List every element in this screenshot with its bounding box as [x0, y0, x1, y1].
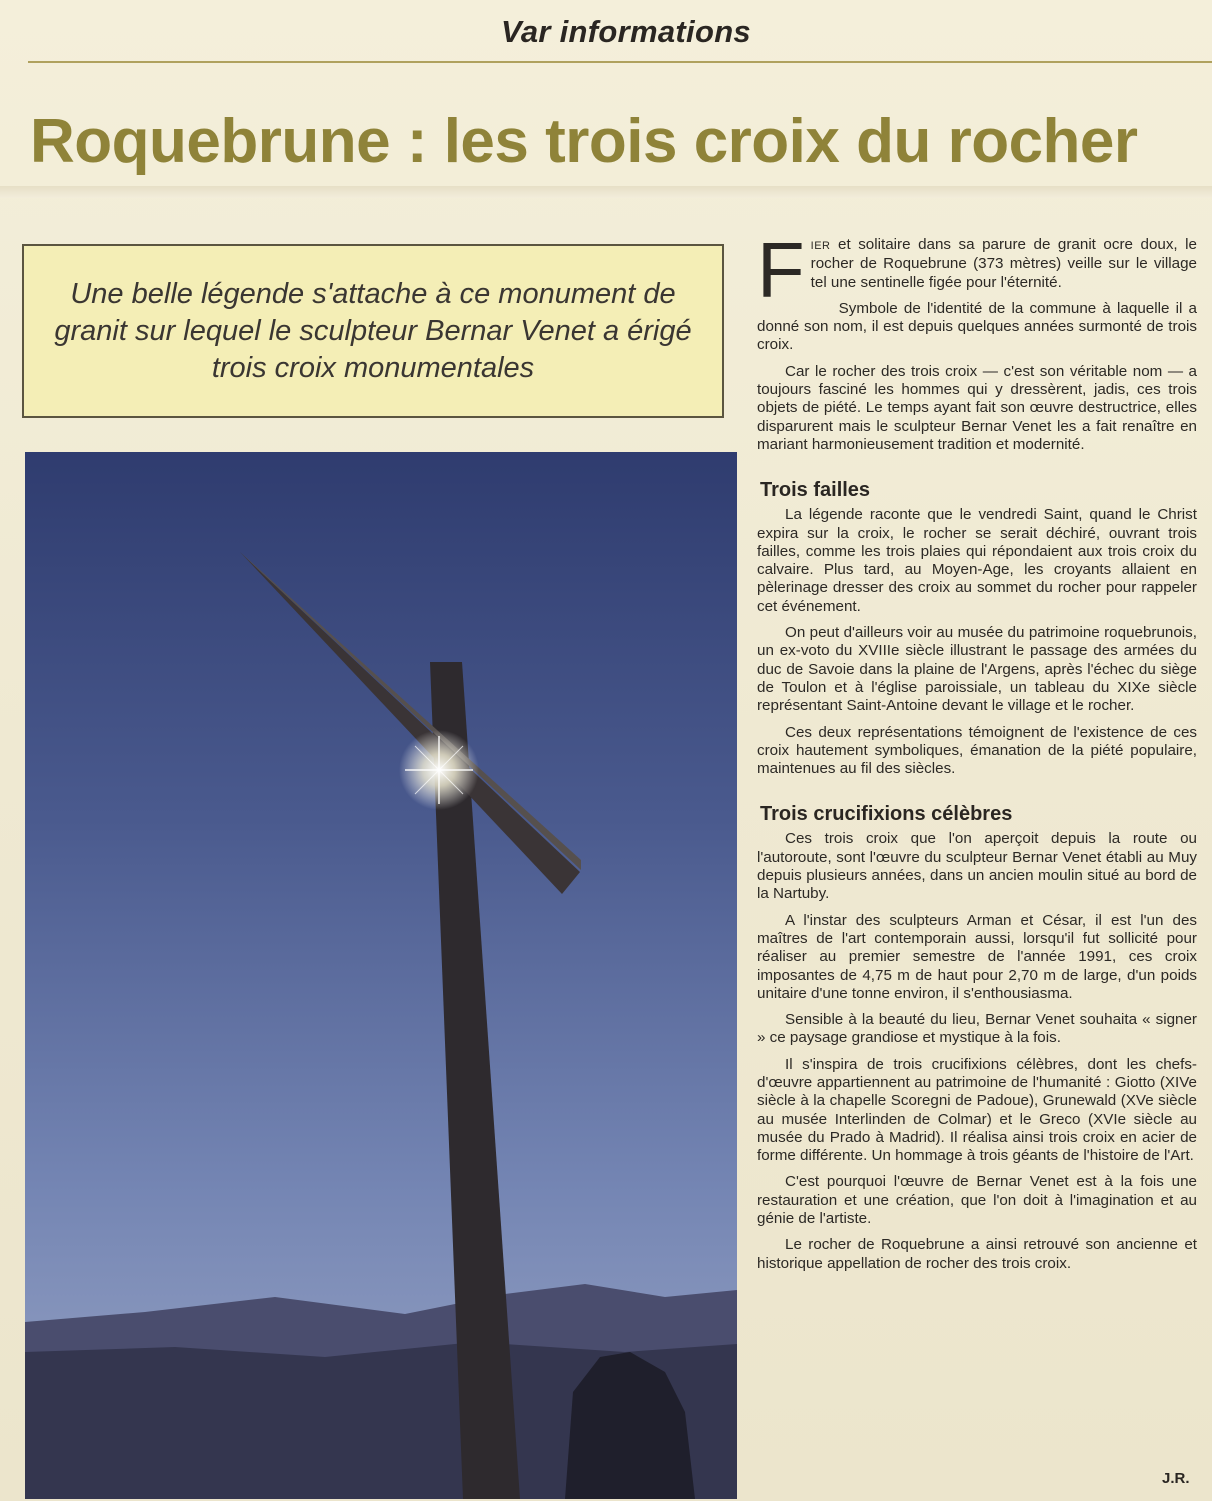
- fold-strip: [0, 186, 1212, 198]
- cross-photo-svg: [25, 452, 737, 1499]
- article-paragraph: On peut d'ailleurs voir au musée du patrimoine roquebrunois, un ex-voto du XVIIIe siècle illustrant le passage des armées du duc de Savoie dans la plaine de l'Argens, après l'échec du siège de Toulon et à l'église paroissiale, un tableau du XIXe siècle représentant Saint-Antoine devant le village et le rocher.: [757, 624, 1197, 715]
- article-paragraph: Ces trois croix que l'on aperçoit depuis la route ou l'autoroute, sont l'œuvre du sculpteur Bernar Venet établi au Muy depuis plusieurs années, dans un ancien moulin situé au bord de la Nartuby.: [757, 830, 1197, 903]
- subheading: Trois crucifixions célèbres: [760, 803, 1013, 826]
- intro-smallcaps: IER: [810, 240, 831, 252]
- article-paragraph: Il s'inspira de trois crucifixions célèbres, dont les chefs-d'œuvre appartiennent au patrimoine de l'humanité : Giotto (XIVe siècle à la chapelle Scoregni de Padoue), Grunewald (XVe siècle au musée Interlinden de Colmar) et le Greco (XVIe siècle au musée du Prado à Madrid). Il réalisa ainsi trois croix en acier de forme différente. Un hommage à trois géants de l'histoire de l'Art.: [757, 1055, 1197, 1165]
- author-signature: J.R.: [1162, 1470, 1190, 1487]
- article-paragraph: C'est pourquoi l'œuvre de Bernar Venet est à la fois une restauration et une création, que l'on doit à l'imagination et au génie de l'artiste.: [757, 1173, 1197, 1228]
- intro-text: et solitaire dans sa parure de granit ocre doux, le rocher de Roquebrune (373 mètres) veille sur le village tel une sentinelle figée pour l'éternité.: [810, 236, 1197, 291]
- headline: Roquebrune : les trois croix du rocher: [30, 107, 1138, 176]
- lead-text: Une belle légende s'attache à ce monument de granit sur lequel le sculpteur Bernar Venet a érigé trois croix monumentales: [54, 277, 692, 384]
- article-paragraph: Le rocher de Roquebrune a ainsi retrouvé son ancienne et historique appellation de rocher des trois croix.: [757, 1236, 1197, 1272]
- article-paragraph: Ces deux représentations témoignent de l'existence de ces croix hautement symboliques, émanation de la piété populaire, maintenues au fil des siècles.: [757, 723, 1197, 778]
- article-paragraph: A l'instar des sculpteurs Arman et César, il est l'un des maîtres de l'art contemporain aussi, lorsqu'il fut sollicité pour réaliser au premier semestre de l'année 1991, ces croix imposantes de 4,75 m de haut pour 2,70 m de large, d'un poids unitaire d'une tonne environ, il s'enthousiasma.: [757, 911, 1197, 1002]
- article-body: [757, 226, 1197, 1281]
- article-paragraph: La légende raconte que le vendredi Saint, quand le Christ expira sur la croix, le rocher se serait déchiré, ouvrant trois failles, comme les trois plaies qui répondaient aux trois croix du calvaire. Plus tard, au Moyen-Age, les croyants allaient en pèlerinage dresser des croix au sommet du rocher pour rappeler cet événement.: [757, 506, 1197, 615]
- article-paragraph: Symbole de l'identité de la commune à laquelle il a donné son nom, il est depuis quelques années surmonté de trois croix.: [757, 299, 1197, 354]
- subheading: Trois failles: [760, 479, 871, 502]
- top-rule: [28, 61, 1212, 63]
- article-paragraph: Sensible à la beauté du lieu, Bernar Venet souhaita « signer » ce paysage grandiose et mystique à la fois.: [757, 1011, 1197, 1047]
- drop-cap: F: [757, 226, 805, 314]
- article-paragraph: Car le rocher des trois croix — c'est son véritable nom — a toujours fasciné les hommes qui y dressèrent, jadis, ces trois objets de piété. Le temps ayant fait son œuvre destructrice, elles disparurent mais le sculpteur Bernar Venet les a fait renaître en mariant harmonieusement tradition et modernité.: [757, 362, 1197, 453]
- article-intro: [757, 226, 1197, 314]
- lead-box: [22, 244, 724, 418]
- section-label: Var informations: [501, 14, 751, 49]
- cross-photo: [25, 452, 737, 1499]
